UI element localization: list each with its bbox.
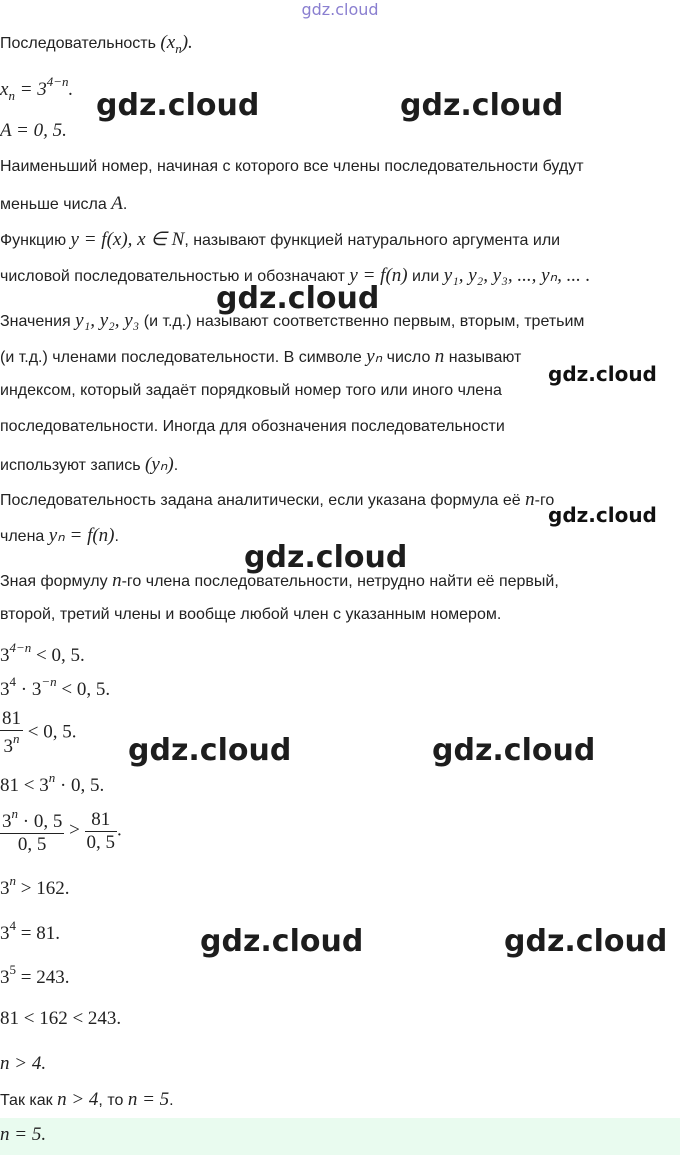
step-8: $3^5 = 243$. [0,962,70,988]
answer-box [0,1118,680,1155]
watermark: gdz.cloud [244,540,408,575]
values-line-5: используют запись (yₙ). [0,454,179,475]
step-5: $\frac{3^n \cdot 0, 5}{0, 5}$ > $\frac{81}{0, 5}$ . [2,806,122,855]
definition-line-1: Функцию y = f(x), x ∈ N, называют функцией натурального аргумента или [0,229,561,250]
answer-value: n = 5. [0,1124,47,1145]
knowing-line-1: Зная формулу n-го члена последовательности, нетрудно найти её первый, [0,570,559,591]
watermark: gdz.cloud [216,281,380,316]
values-line-3: индексом, который задаёт порядковый номер того или иного члена [0,382,502,399]
formula-xn: $x_n = 3^{4-n}$. [0,74,74,103]
step-4: $81 < 3^n \cdot 0$, 5. [0,770,105,796]
site-logo[interactable]: gdz.cloud [301,0,379,19]
step-3: $\frac{81}{3^n}$ < 0, 5. [2,708,77,757]
values-line-1: Значения y₁, y₂, y₃ (и т.д.) называют соответственно первым, вторым, третьим [0,310,585,331]
step-6: $3^n > 162$. [0,873,70,899]
step-10: n > 4. [0,1053,47,1074]
sequence-title: Последовательность $(x_n)$. [0,32,193,56]
watermark: gdz.cloud [548,503,657,527]
watermark: gdz.cloud [128,733,292,768]
task-line-2: меньше числа A. [0,193,128,214]
watermark: gdz.cloud [548,362,657,386]
watermark: gdz.cloud [432,733,596,768]
values-line-4: последовательности. Иногда для обозначения последовательности [0,418,505,435]
watermark: gdz.cloud [96,88,260,123]
knowing-line-2: второй, третий члены и вообще любой член с указанным номером. [0,606,502,623]
analytic-line-2: члена yₙ = f(n). [0,525,119,546]
step-1: $3^{4-n} < 0$, 5. [0,640,85,666]
values-line-2: (и т.д.) членами последовательности. В символе yₙ число n называют [0,346,522,367]
watermark: gdz.cloud [504,924,668,959]
step-9: 81 < 162 < 243. [0,1008,122,1029]
analytic-line-1: Последовательность задана аналитически, если указана формула её n-го [0,489,555,510]
watermark: gdz.cloud [200,924,364,959]
step-2: $3^4 \cdot 3^{-n} < 0$, 5. [0,674,111,700]
step-11: Так как n > 4, то n = 5. [0,1089,174,1110]
a-value: A = 0, 5. [0,120,67,141]
task-line-1: Наименьший номер, начиная с которого все члены последовательности будут [0,158,584,175]
step-7: $3^4 = 81$. [0,918,60,944]
watermark: gdz.cloud [400,88,564,123]
definition-line-2: числовой последовательностью и обозначают y = f(n) или y₁, y₂, y₃, ..., yₙ, ... . [0,265,591,286]
